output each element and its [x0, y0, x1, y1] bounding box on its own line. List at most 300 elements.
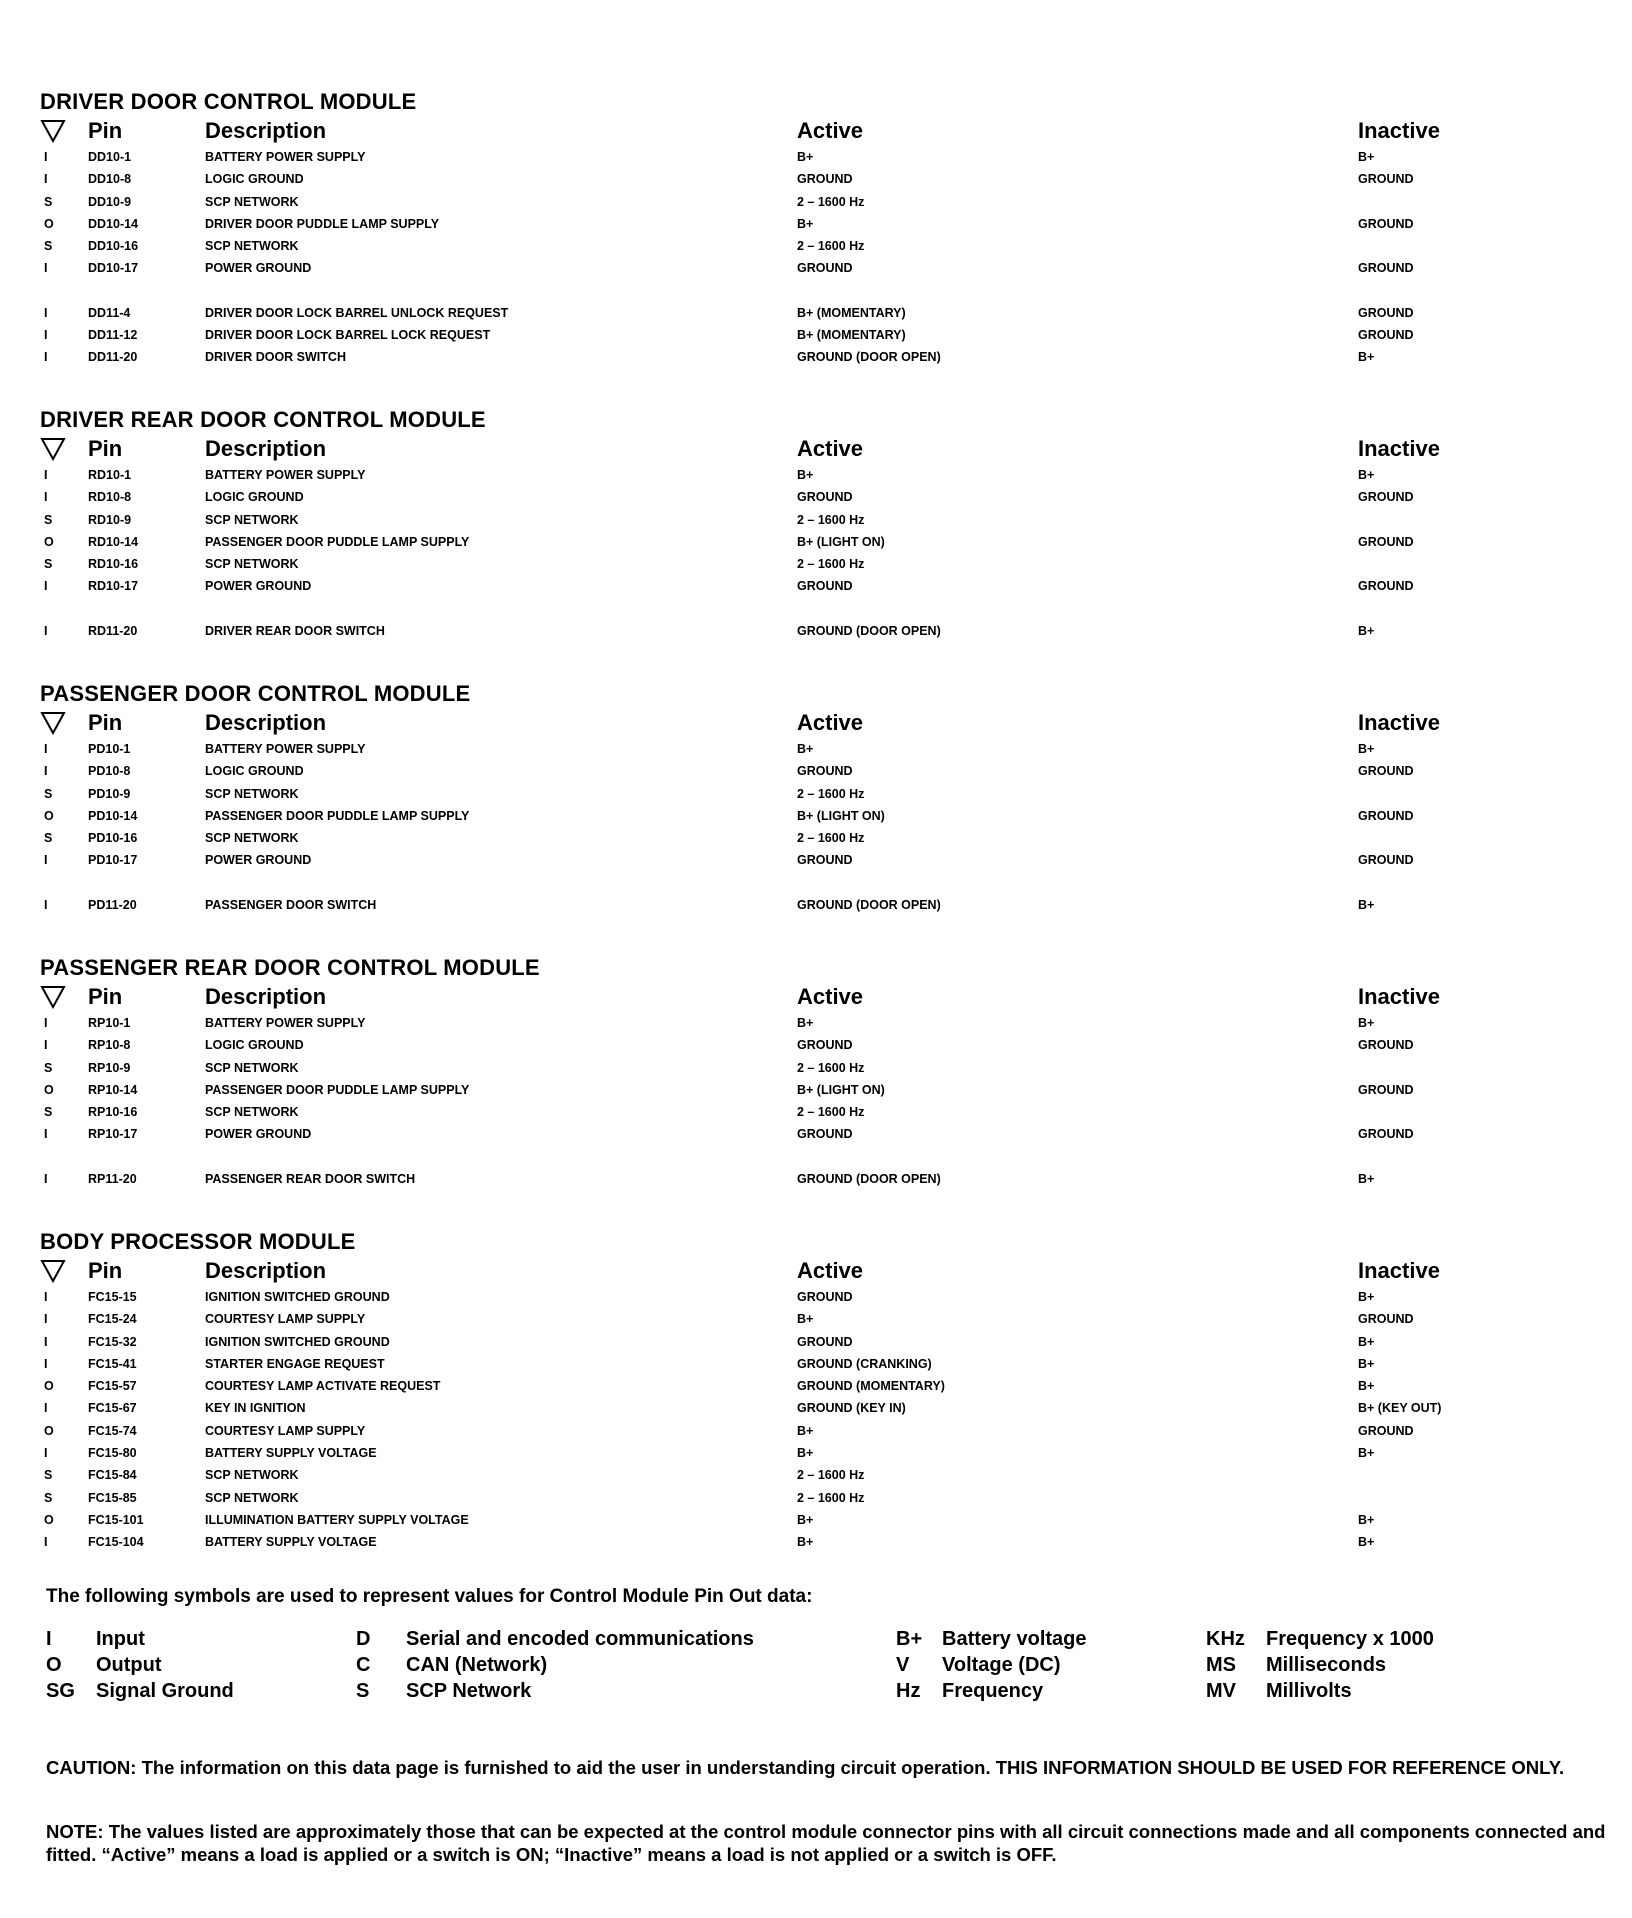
header-inactive: Inactive [1358, 118, 1440, 143]
header-description: Description [205, 118, 327, 143]
pin-type: I [44, 1290, 48, 1304]
pin-type: I [44, 328, 48, 343]
active-value: B+ [797, 1512, 814, 1527]
pin-description: BATTERY POWER SUPPLY [205, 742, 366, 756]
table-row [40, 1487, 1600, 1509]
inactive-value: GROUND [1358, 216, 1414, 231]
legend-meaning: CAN (Network) [406, 1654, 548, 1676]
inactive-value: GROUND [1358, 172, 1414, 187]
inactive-value: GROUND [1358, 328, 1414, 343]
legend-symbol: B+ [896, 1628, 923, 1650]
active-value: B+ [797, 1446, 814, 1461]
table-row [40, 1375, 1600, 1397]
pin-id: DD11-4 [88, 305, 131, 320]
header-inactive: Inactive [1358, 1258, 1440, 1283]
active-value: B+ (LIGHT ON) [797, 1082, 885, 1097]
header-active: Active [797, 436, 864, 461]
pin-description: SCP NETWORK [205, 1468, 299, 1483]
pin-description: DRIVER DOOR SWITCH [205, 350, 346, 365]
pin-type: S [44, 239, 53, 254]
pin-id: RP10-1 [88, 1016, 131, 1030]
table-row [40, 1531, 1600, 1553]
pin-description: POWER GROUND [205, 853, 312, 868]
pin-description: POWER GROUND [205, 1127, 312, 1142]
pin-type: I [44, 1171, 48, 1186]
pin-description: IGNITION SWITCHED GROUND [205, 1290, 390, 1304]
legend-meaning: Voltage (DC) [942, 1654, 1061, 1676]
header-active: Active [797, 710, 864, 735]
inactive-value: GROUND [1358, 490, 1414, 505]
table-row [40, 827, 1600, 849]
header-description: Description [205, 436, 327, 461]
active-value: GROUND [797, 1038, 853, 1053]
pin-description: PASSENGER DOOR PUDDLE LAMP SUPPLY [205, 1082, 470, 1097]
inactive-value: GROUND [1358, 808, 1414, 823]
module-section [40, 88, 1600, 369]
active-value: GROUND [797, 172, 853, 187]
pin-description: DRIVER DOOR LOCK BARREL UNLOCK REQUEST [205, 305, 509, 320]
table-row [40, 1101, 1600, 1123]
table-row [40, 1331, 1600, 1353]
legend-symbol: C [356, 1654, 371, 1676]
active-value: B+ [797, 216, 814, 231]
inactive-value: B+ [1358, 1171, 1375, 1186]
legend-symbol: D [356, 1628, 371, 1650]
table-row [40, 346, 1600, 368]
pin-description: ILLUMINATION BATTERY SUPPLY VOLTAGE [205, 1512, 469, 1527]
pin-id: FC15-67 [88, 1401, 137, 1416]
pin-description: COURTESY LAMP ACTIVATE REQUEST [205, 1379, 441, 1394]
table-row [40, 464, 1600, 486]
pin-type: I [44, 1127, 48, 1142]
legend-meaning: SCP Network [406, 1680, 532, 1702]
table-row [40, 620, 1600, 642]
active-value: 2 – 1600 Hz [797, 1105, 865, 1120]
legend-meaning: Millivolts [1266, 1680, 1352, 1702]
pin-type: I [44, 742, 48, 756]
active-value: GROUND (DOOR OPEN) [797, 350, 941, 365]
legend-symbol: MV [1206, 1680, 1236, 1702]
legend-meaning: Output [96, 1654, 162, 1676]
module-title: PASSENGER REAR DOOR CONTROL MODULE [40, 955, 540, 980]
pin-description: COURTESY LAMP SUPPLY [205, 1312, 366, 1327]
pin-description: BATTERY POWER SUPPLY [205, 150, 366, 164]
pin-type: I [44, 172, 48, 187]
active-value: GROUND [797, 1334, 853, 1349]
legend-meaning: Signal Ground [96, 1680, 234, 1702]
legend-meaning: Milliseconds [1266, 1654, 1387, 1676]
pin-description: BATTERY POWER SUPPLY [205, 468, 366, 482]
pin-id: FC15-74 [88, 1423, 137, 1438]
pin-description: SCP NETWORK [205, 786, 299, 801]
active-value: B+ (LIGHT ON) [797, 534, 885, 549]
pin-type: S [44, 1105, 53, 1120]
triangle-down-icon [40, 710, 66, 736]
legend-symbol: Hz [896, 1680, 921, 1702]
active-value: B+ [797, 1535, 814, 1550]
pin-description: LOGIC GROUND [205, 490, 304, 505]
header-pin: Pin [88, 118, 123, 143]
pin-id: DD10-14 [88, 216, 139, 231]
table-row [40, 783, 1600, 805]
pin-description: LOGIC GROUND [205, 764, 304, 779]
pin-id: DD11-12 [88, 328, 138, 343]
header-pin: Pin [88, 710, 123, 735]
active-value: GROUND [797, 579, 853, 594]
inactive-value: B+ [1358, 1535, 1375, 1550]
table-row [40, 738, 1600, 760]
active-value: GROUND [797, 490, 853, 505]
table-row [40, 805, 1600, 827]
pin-type: I [44, 853, 48, 868]
pin-id: RP10-14 [88, 1082, 138, 1097]
pin-type: I [44, 623, 48, 638]
pin-description: BATTERY SUPPLY VOLTAGE [205, 1446, 377, 1461]
table-row [40, 1509, 1600, 1531]
table-row [40, 1286, 1600, 1308]
pin-id: DD10-1 [88, 150, 132, 164]
active-value: B+ (LIGHT ON) [797, 808, 885, 823]
pin-description: SCP NETWORK [205, 557, 299, 572]
active-value: GROUND (KEY IN) [797, 1401, 906, 1416]
pin-id: PD10-1 [88, 742, 131, 756]
pin-type: O [44, 1379, 54, 1394]
legend-symbol: KHz [1206, 1628, 1245, 1650]
active-value: 2 – 1600 Hz [797, 1490, 865, 1505]
pin-id: RP10-17 [88, 1127, 138, 1142]
inactive-value: GROUND [1358, 1082, 1414, 1097]
pin-description: POWER GROUND [205, 579, 312, 594]
active-value: B+ [797, 1423, 814, 1438]
triangle-down-icon [40, 984, 66, 1010]
legend-symbol: MS [1206, 1654, 1236, 1676]
table-row [40, 760, 1600, 782]
pin-description: KEY IN IGNITION [205, 1401, 306, 1416]
header-active: Active [797, 118, 864, 143]
table-row [40, 1464, 1600, 1486]
pin-id: RP10-9 [88, 1060, 131, 1075]
pin-id: RD10-14 [88, 534, 139, 549]
pin-description: PASSENGER REAR DOOR SWITCH [205, 1171, 416, 1186]
pin-description: SCP NETWORK [205, 194, 299, 209]
table-row [40, 1079, 1600, 1101]
inactive-value: GROUND [1358, 1127, 1414, 1142]
module-section [40, 954, 1600, 1190]
pin-type: I [44, 490, 48, 505]
header-inactive: Inactive [1358, 436, 1440, 461]
inactive-value: B+ [1358, 468, 1375, 482]
header-active: Active [797, 1258, 864, 1283]
pin-id: RD10-17 [88, 579, 139, 594]
table-header [40, 1256, 1600, 1286]
pin-id: FC15-41 [88, 1356, 137, 1371]
pin-id: DD11-20 [88, 350, 138, 365]
pin-description: SCP NETWORK [205, 1105, 299, 1120]
pin-description: PASSENGER DOOR SWITCH [205, 897, 377, 912]
pin-type: S [44, 786, 53, 801]
pin-type: S [44, 1490, 53, 1505]
pin-id: FC15-101 [88, 1512, 144, 1527]
pin-id: RD10-8 [88, 490, 132, 505]
pin-type: S [44, 831, 53, 846]
pin-description: STARTER ENGAGE REQUEST [205, 1356, 385, 1371]
table-header [40, 708, 1600, 738]
active-value: B+ [797, 742, 814, 756]
pin-type: I [44, 261, 48, 276]
header-pin: Pin [88, 984, 123, 1009]
pin-description: LOGIC GROUND [205, 172, 304, 187]
inactive-value: GROUND [1358, 853, 1414, 868]
pin-type: I [44, 1535, 48, 1550]
table-header [40, 982, 1600, 1012]
inactive-value: B+ (KEY OUT) [1358, 1401, 1442, 1416]
pin-id: PD11-20 [88, 897, 137, 912]
legend-meaning: Frequency x 1000 [1266, 1628, 1434, 1650]
inactive-value: B+ [1358, 623, 1375, 638]
module-title: DRIVER DOOR CONTROL MODULE [40, 89, 417, 114]
pin-type: S [44, 194, 53, 209]
table-row [40, 486, 1600, 508]
active-value: GROUND [797, 764, 853, 779]
pin-type: I [44, 1356, 48, 1371]
pin-id: RD10-9 [88, 512, 132, 527]
pin-description: PASSENGER DOOR PUDDLE LAMP SUPPLY [205, 808, 470, 823]
pin-type: O [44, 1423, 54, 1438]
active-value: GROUND [797, 1290, 853, 1304]
pin-type: I [44, 1312, 48, 1327]
table-row [40, 1308, 1600, 1330]
module-title: BODY PROCESSOR MODULE [40, 1229, 356, 1254]
table-header [40, 434, 1600, 464]
pin-type: I [44, 468, 48, 482]
legend-symbol: SG [46, 1680, 75, 1702]
module-section [40, 1228, 1600, 1554]
pin-type: I [44, 1401, 48, 1416]
pin-type: O [44, 1512, 54, 1527]
pin-description: SCP NETWORK [205, 239, 299, 254]
active-value: 2 – 1600 Hz [797, 557, 865, 572]
pin-id: PD10-14 [88, 808, 138, 823]
module-section [40, 406, 1600, 642]
table-row [40, 509, 1600, 531]
table-row [40, 553, 1600, 575]
pin-type: I [44, 1334, 48, 1349]
table-row [40, 191, 1600, 213]
pin-description: DRIVER DOOR PUDDLE LAMP SUPPLY [205, 216, 440, 231]
inactive-value: GROUND [1358, 1423, 1414, 1438]
header-active: Active [797, 984, 864, 1009]
inactive-value: GROUND [1358, 1312, 1414, 1327]
active-value: 2 – 1600 Hz [797, 194, 865, 209]
active-value: GROUND (DOOR OPEN) [797, 897, 941, 912]
pin-id: RP10-16 [88, 1105, 138, 1120]
inactive-value: B+ [1358, 897, 1375, 912]
pin-description: BATTERY POWER SUPPLY [205, 1016, 366, 1030]
pin-type: S [44, 1468, 53, 1483]
table-row [40, 168, 1600, 190]
pin-type: I [44, 764, 48, 779]
inactive-value: B+ [1358, 1290, 1375, 1304]
pin-type: S [44, 512, 53, 527]
active-value: GROUND (CRANKING) [797, 1356, 932, 1371]
inactive-value: GROUND [1358, 764, 1414, 779]
table-row [40, 302, 1600, 324]
table-row [40, 1012, 1600, 1034]
table-row [40, 531, 1600, 553]
header-description: Description [205, 1258, 327, 1283]
pin-id: PD10-8 [88, 764, 131, 779]
pin-description: POWER GROUND [205, 261, 312, 276]
legend-symbol: I [46, 1628, 52, 1650]
header-description: Description [205, 984, 327, 1009]
active-value: GROUND (DOOR OPEN) [797, 623, 941, 638]
active-value: B+ [797, 1312, 814, 1327]
pin-type: S [44, 557, 53, 572]
table-row [40, 1057, 1600, 1079]
active-value: GROUND (DOOR OPEN) [797, 1171, 941, 1186]
table-row [40, 146, 1600, 168]
caution-text: CAUTION: The information on this data page is furnished to aid the user in understanding circuit operation. THIS INFORMATION SHOULD BE USED FOR REFERENCE ONLY. [46, 1757, 1565, 1778]
active-value: B+ [797, 1016, 814, 1030]
table-row [40, 1397, 1600, 1419]
legend-meaning: Battery voltage [942, 1628, 1087, 1650]
header-description: Description [205, 710, 327, 735]
pin-type: O [44, 808, 54, 823]
active-value: GROUND [797, 1127, 853, 1142]
legend-symbol: V [896, 1654, 910, 1676]
pin-id: FC15-15 [88, 1290, 137, 1304]
active-value: 2 – 1600 Hz [797, 1468, 865, 1483]
active-value: B+ (MOMENTARY) [797, 305, 906, 320]
pin-type: S [44, 1060, 53, 1075]
pin-type: I [44, 1038, 48, 1053]
active-value: B+ (MOMENTARY) [797, 328, 906, 343]
inactive-value: GROUND [1358, 1038, 1414, 1053]
active-value: GROUND [797, 853, 853, 868]
inactive-value: B+ [1358, 742, 1375, 756]
pin-id: DD10-8 [88, 172, 132, 187]
inactive-value: GROUND [1358, 534, 1414, 549]
pin-type: I [44, 897, 48, 912]
inactive-value: GROUND [1358, 579, 1414, 594]
note-text: NOTE: The values listed are approximately those that can be expected at the control module connector pins with all circuit connections made and all components connected and fitted. “Active” means a load is applied or a switch is ON; “Inactive” means a load is not applied or a switch is OFF. [46, 1821, 1606, 1865]
pin-type: I [44, 579, 48, 594]
symbol-legend [46, 1626, 1586, 1706]
header-inactive: Inactive [1358, 710, 1440, 735]
header-inactive: Inactive [1358, 984, 1440, 1009]
pin-id: PD10-17 [88, 853, 138, 868]
legend-intro: The following symbols are used to represent values for Control Module Pin Out data: [46, 1586, 813, 1607]
inactive-value: B+ [1358, 1356, 1375, 1371]
legend-meaning: Frequency [942, 1680, 1044, 1702]
table-row [40, 1442, 1600, 1464]
pin-description: SCP NETWORK [205, 1060, 299, 1075]
table-row [40, 257, 1600, 279]
active-value: 2 – 1600 Hz [797, 1060, 865, 1075]
module-title: DRIVER REAR DOOR CONTROL MODULE [40, 407, 486, 432]
active-value: 2 – 1600 Hz [797, 512, 865, 527]
pin-id: FC15-32 [88, 1334, 137, 1349]
active-value: B+ [797, 150, 814, 164]
triangle-down-icon [40, 436, 66, 462]
table-row [40, 1168, 1600, 1190]
pin-id: DD10-9 [88, 194, 132, 209]
pin-type: O [44, 534, 54, 549]
legend-symbol: S [356, 1680, 370, 1702]
pin-description: SCP NETWORK [205, 1490, 299, 1505]
legend-meaning: Input [96, 1628, 145, 1650]
pin-id: FC15-84 [88, 1468, 137, 1483]
active-value: GROUND [797, 261, 853, 276]
triangle-down-icon [40, 1258, 66, 1284]
table-row [40, 894, 1600, 916]
legend-meaning: Serial and encoded communications [406, 1628, 754, 1650]
table-header [40, 116, 1600, 146]
active-value: 2 – 1600 Hz [797, 831, 865, 846]
module-section [40, 680, 1600, 916]
active-value: 2 – 1600 Hz [797, 786, 865, 801]
pin-id: RP10-8 [88, 1038, 131, 1053]
inactive-value: B+ [1358, 1016, 1375, 1030]
pin-type: I [44, 305, 48, 320]
pin-type: I [44, 1446, 48, 1461]
pin-description: SCP NETWORK [205, 512, 299, 527]
pin-type: I [44, 150, 48, 164]
module-title: PASSENGER DOOR CONTROL MODULE [40, 681, 471, 706]
table-row [40, 1420, 1600, 1442]
inactive-value: B+ [1358, 1446, 1375, 1461]
pin-description: BATTERY SUPPLY VOLTAGE [205, 1535, 377, 1550]
pin-type: O [44, 216, 54, 231]
active-value: GROUND (MOMENTARY) [797, 1379, 945, 1394]
inactive-value: B+ [1358, 1334, 1375, 1349]
active-value: 2 – 1600 Hz [797, 239, 865, 254]
pin-id: FC15-104 [88, 1535, 144, 1550]
pin-id: RD10-16 [88, 557, 139, 572]
pin-description: DRIVER REAR DOOR SWITCH [205, 623, 385, 638]
pin-description: DRIVER DOOR LOCK BARREL LOCK REQUEST [205, 328, 491, 343]
pin-description: LOGIC GROUND [205, 1038, 304, 1053]
inactive-value: GROUND [1358, 305, 1414, 320]
pin-id: DD10-16 [88, 239, 139, 254]
table-row [40, 213, 1600, 235]
table-row [40, 1353, 1600, 1375]
inactive-value: B+ [1358, 1379, 1375, 1394]
inactive-value: GROUND [1358, 261, 1414, 276]
pin-type: O [44, 1082, 54, 1097]
inactive-value: B+ [1358, 150, 1375, 164]
pin-description: COURTESY LAMP SUPPLY [205, 1423, 366, 1438]
pin-id: PD10-9 [88, 786, 131, 801]
header-pin: Pin [88, 1258, 123, 1283]
table-row [40, 1123, 1600, 1145]
pin-id: RD10-1 [88, 468, 132, 482]
pin-id: RP11-20 [88, 1171, 137, 1186]
table-row [40, 324, 1600, 346]
pin-description: SCP NETWORK [205, 831, 299, 846]
pin-id: FC15-85 [88, 1490, 137, 1505]
active-value: B+ [797, 468, 814, 482]
legend-symbol: O [46, 1654, 62, 1676]
table-row [40, 575, 1600, 597]
pin-id: DD10-17 [88, 261, 139, 276]
inactive-value: B+ [1358, 1512, 1375, 1527]
pin-id: RD11-20 [88, 623, 138, 638]
table-row [40, 1034, 1600, 1056]
header-pin: Pin [88, 436, 123, 461]
pin-id: FC15-80 [88, 1446, 137, 1461]
pin-id: FC15-57 [88, 1379, 137, 1394]
